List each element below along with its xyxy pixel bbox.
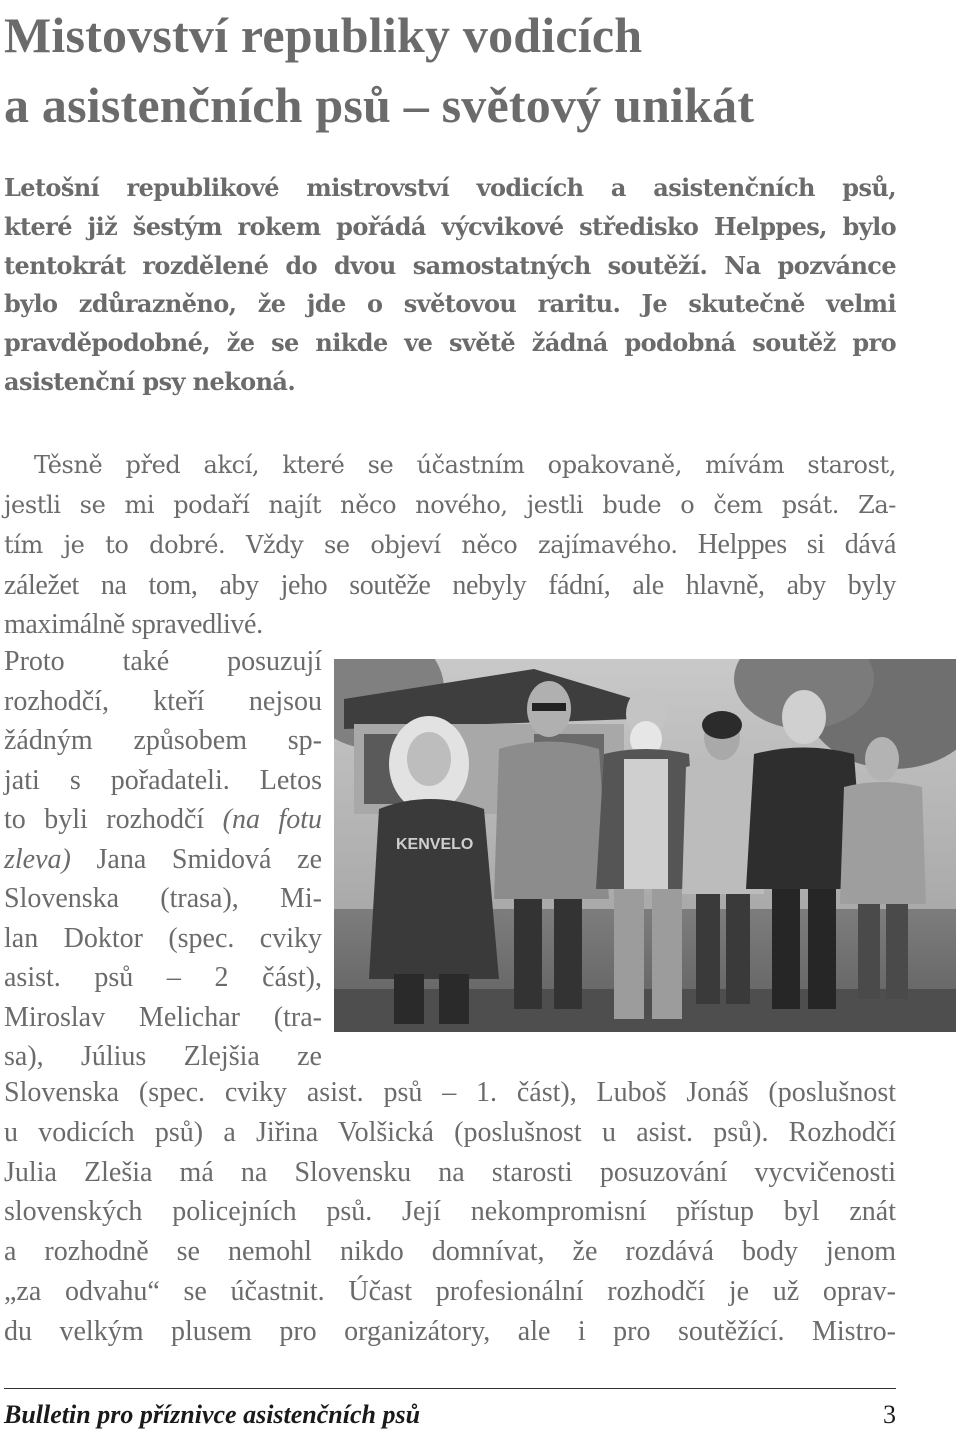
body-line: „za odvahu“ se účastnit. Účast profesionální rozhodčí je už oprav- bbox=[4, 1275, 896, 1307]
body-line: a rozhodně se nemohl nikdo domnívat, že rozdává body jenom bbox=[4, 1236, 896, 1268]
judges-photo-image bbox=[334, 659, 956, 1032]
body-line: lan Doktor (spec. cviky bbox=[4, 922, 322, 954]
body-line: asist. psů – 2 část), bbox=[4, 962, 322, 993]
page-number: 3 bbox=[883, 1400, 896, 1429]
article-title bbox=[4, 0, 944, 140]
lead-line: Letošní republikové mistrovství vodicích a asistenčních psů, bbox=[4, 173, 896, 202]
body-line-italic: zleva) bbox=[4, 843, 71, 875]
body-line bbox=[4, 840, 322, 880]
body-line: Slovenska (trasa), Mi- bbox=[4, 883, 322, 914]
body-line: Těsně před akcí, které se účastním opakovaně, mívám starost, bbox=[34, 451, 896, 479]
body-line: jati s pořadateli. Letos bbox=[4, 764, 322, 796]
body-line: u vodicích psů) a Jiřina Volšická (poslušnost u asist. psů). Rozhodčí bbox=[4, 1116, 896, 1148]
footer-divider bbox=[4, 1388, 896, 1389]
body-line: maximálně spravedlivé. bbox=[4, 609, 263, 640]
body-line-italic: (na fotu bbox=[222, 804, 322, 835]
body-line-part: Helppes si dává bbox=[677, 529, 896, 560]
judges-photo bbox=[334, 659, 956, 1032]
body-line-part: Jana Smidová ze bbox=[70, 843, 322, 875]
body-line: jestli se mi podaří najít něco nového, jestli bude o čem psát. Za- bbox=[4, 490, 896, 519]
body-paragraph-1 bbox=[4, 446, 896, 645]
body-line: Proto také posuzují bbox=[4, 646, 322, 677]
body-line: slovenských policejních psů. Její nekompromisní přístup byl znát bbox=[4, 1196, 896, 1228]
body-line: žádným způsobem sp- bbox=[4, 725, 322, 756]
lead-line: pravděpodobné, že se nikde ve světě žádná podobná soutěž pro bbox=[4, 328, 896, 358]
lead-line: bylo zdůrazněno, že jde o světovou raritu. Je skutečně velmi bbox=[4, 289, 896, 319]
body-line: rozhodčí, kteří nejsou bbox=[4, 685, 322, 717]
body-line: Julia Zlešia má na Slovensku na starosti posuzování vycvičenosti bbox=[4, 1156, 896, 1188]
body-line: sa), Július Zlejšia ze bbox=[4, 1041, 322, 1072]
title-line: Mistovství republiky vodicích bbox=[4, 7, 643, 63]
title-line: a asistenčních psů – světový unikát bbox=[4, 77, 755, 133]
lead-line: které již šestým rokem pořádá výcvikové středisko Helppes, bylo bbox=[4, 211, 896, 241]
body-line: záležet na tom, aby jeho soutěže nebyly fádní, ale hlavně, aby byly bbox=[4, 569, 896, 601]
hoodie-text: KENVELO bbox=[396, 836, 474, 853]
lead-paragraph bbox=[4, 169, 896, 402]
footer-publication-title: Bulletin pro příznivce asistenčních psů bbox=[4, 1400, 421, 1429]
body-paragraph-narrow bbox=[4, 642, 322, 1077]
body-paragraph-2 bbox=[4, 1073, 896, 1352]
lead-line: asistenční psy nekoná. bbox=[4, 366, 296, 396]
body-line bbox=[4, 525, 896, 566]
body-line: Slovenska (spec. cviky asist. psů – 1. část), Luboš Jonáš (poslušnost bbox=[4, 1077, 896, 1108]
body-line-part: tím je to dobré. Vždy se objeví něco zajímavého. bbox=[4, 531, 678, 559]
body-line: Miroslav Melichar (tra- bbox=[4, 1001, 322, 1033]
body-line: du velkým plusem pro organizátory, ale i pro soutěžící. Mistro- bbox=[4, 1315, 896, 1347]
lead-line: tentokrát rozdělené do dvou samostatných soutěží. Na pozvánce bbox=[4, 250, 896, 280]
body-line bbox=[4, 800, 322, 840]
body-line-part: to byli rozhodčí bbox=[4, 804, 205, 835]
